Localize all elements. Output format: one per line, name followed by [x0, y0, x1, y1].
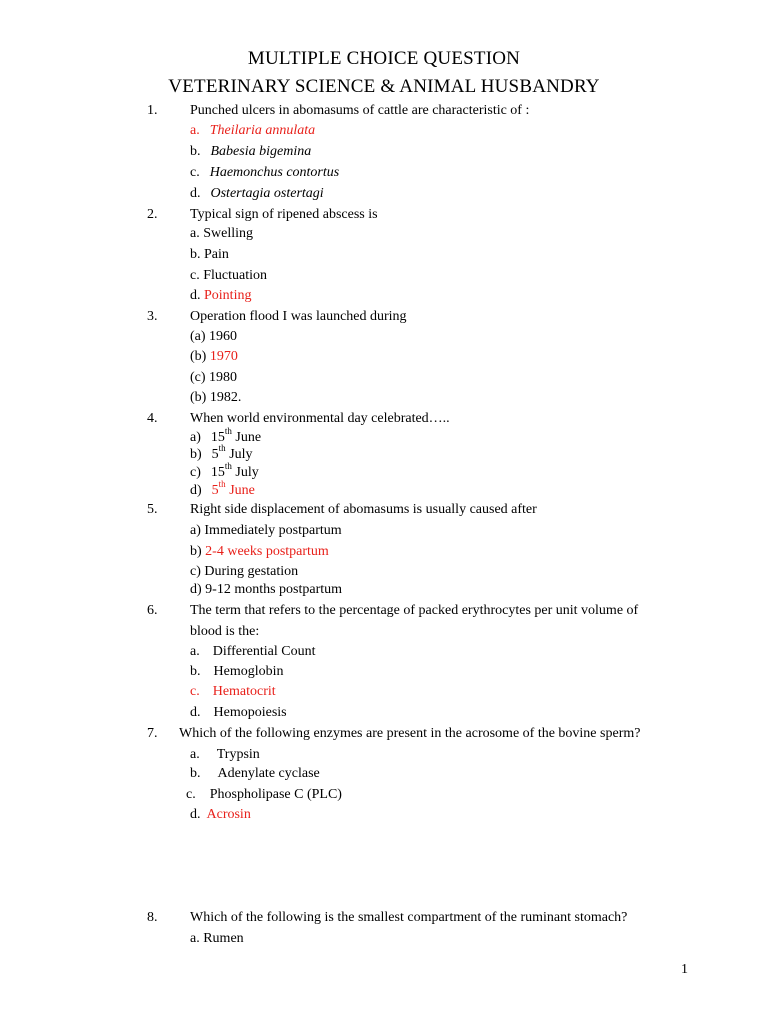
option: [190, 766, 320, 782]
option-text: Phospholipase C (PLC): [209, 787, 342, 802]
question-number: 4.: [147, 411, 158, 426]
option: [190, 226, 253, 242]
question-text: Which of the following is the smallest compartment of the ruminant stomach?: [190, 910, 628, 925]
option-label: a): [190, 523, 201, 538]
option-text: During gestation: [204, 564, 299, 579]
option-correct: [190, 479, 255, 499]
question-text: When world environmental day celebrated…..: [190, 411, 450, 426]
option-label: a): [190, 430, 201, 445]
option-text: Babesia bigemina: [210, 144, 312, 159]
option: [190, 370, 237, 386]
option-text: 1960: [209, 329, 238, 344]
option: [190, 144, 311, 160]
option-text: Differential Count: [212, 644, 316, 659]
option-correct: [190, 349, 238, 365]
option-suffix: th: [218, 479, 226, 490]
option-label: (b): [190, 349, 207, 364]
option-text: Hematocrit: [212, 684, 276, 699]
option-text: Pain: [204, 247, 229, 262]
option-text: 1980: [209, 370, 238, 385]
option-text: Adenylate cyclase: [217, 766, 320, 781]
question-text: Right side displacement of abomasums is usually caused after: [190, 502, 537, 517]
option-label: (c): [190, 370, 206, 385]
option-label: b): [190, 447, 202, 462]
option-day: 15: [210, 465, 225, 480]
option-suffix: th: [218, 443, 226, 454]
document-subtitle: VETERINARY SCIENCE & ANIMAL HUSBANDRY: [168, 76, 600, 97]
option-month: June: [229, 483, 255, 498]
option-month: June: [235, 430, 262, 445]
option-label: a.: [190, 226, 200, 241]
option-label: a.: [190, 747, 200, 762]
option-day: 5: [211, 483, 219, 498]
option-text: Rumen: [203, 931, 244, 946]
question-number: 7.: [147, 726, 158, 741]
option-label: (a): [190, 329, 206, 344]
option-label: a.: [190, 644, 200, 659]
question-text: Operation flood I was launched during: [190, 309, 407, 324]
option-label: c.: [186, 787, 196, 802]
option-suffix: th: [224, 426, 232, 437]
option: [190, 165, 339, 181]
question-number: 8.: [147, 910, 158, 925]
option: [190, 705, 287, 721]
question-number: 1.: [147, 103, 158, 118]
question-text: Which of the following enzymes are present in the acrosome of the bovine sperm?: [179, 726, 641, 741]
option: [190, 664, 284, 680]
option: [190, 747, 260, 763]
option-label: b.: [190, 766, 201, 781]
question-text-continued: blood is the:: [190, 624, 260, 639]
option: [190, 443, 253, 463]
option-text: 2-4 weeks postpartum: [205, 544, 329, 559]
option-text: Hemoglobin: [213, 664, 284, 679]
option: [190, 523, 342, 539]
option-correct: [190, 544, 329, 560]
document-title: MULTIPLE CHOICE QUESTION: [247, 48, 521, 69]
option-text: Theilaria annulata: [209, 123, 316, 138]
option-label: (b): [190, 390, 207, 405]
option-correct: [190, 288, 251, 304]
option-label: d.: [190, 705, 201, 720]
option-label: d): [190, 483, 202, 498]
option-label: c): [190, 465, 201, 480]
question-number: 3.: [147, 309, 158, 324]
option-text: Immediately postpartum: [204, 523, 342, 538]
option: [190, 564, 298, 580]
option-label: b.: [190, 144, 201, 159]
option-label: a.: [190, 931, 200, 946]
question-text: The term that refers to the percentage of packed erythrocytes per unit volume of: [190, 603, 639, 618]
option: [186, 787, 342, 803]
option-label: b): [190, 544, 202, 559]
option-label: d): [190, 582, 202, 597]
option-label: d.: [190, 288, 201, 303]
option: [190, 186, 324, 202]
option-suffix: th: [224, 461, 232, 472]
option-label: c.: [190, 165, 200, 180]
option-label: a.: [190, 123, 200, 138]
question-number: 5.: [147, 502, 158, 517]
option-text: Haemonchus contortus: [209, 165, 340, 180]
option-correct: [190, 807, 251, 823]
question-text: Punched ulcers in abomasums of cattle are characteristic of :: [190, 103, 530, 118]
option: [190, 247, 229, 263]
option-correct: [190, 123, 315, 139]
option-text: Swelling: [203, 226, 253, 241]
question-number: 2.: [147, 207, 158, 222]
option-text: Acrosin: [206, 807, 251, 822]
option: [190, 582, 342, 598]
option-label: b.: [190, 247, 201, 262]
option: [190, 329, 237, 345]
option-label: b.: [190, 664, 201, 679]
option-correct: [190, 684, 276, 700]
option-label: c.: [190, 684, 200, 699]
option-day: 15: [210, 430, 225, 445]
option-text: Trypsin: [216, 747, 260, 762]
option-label: c.: [190, 268, 200, 283]
page-number: 1: [681, 962, 688, 977]
option: [190, 268, 267, 284]
option-label: d.: [190, 186, 201, 201]
option-label: c): [190, 564, 201, 579]
option-month: July: [235, 465, 259, 480]
option: [190, 390, 241, 406]
option-text: Pointing: [204, 288, 252, 303]
option-text: Hemopoiesis: [213, 705, 287, 720]
option: [190, 644, 316, 660]
option-text: Ostertagia ostertagi: [210, 186, 324, 201]
option: [190, 931, 244, 947]
question-number: 6.: [147, 603, 158, 618]
option-text: 1982.: [209, 390, 242, 405]
option-month: July: [229, 447, 253, 462]
option-text: 1970: [209, 349, 238, 364]
option-label: d.: [190, 807, 201, 822]
option-day: 5: [211, 447, 219, 462]
option-text: Fluctuation: [203, 268, 267, 283]
question-text: Typical sign of ripened abscess is: [190, 207, 378, 222]
option-text: 9-12 months postpartum: [205, 582, 343, 597]
